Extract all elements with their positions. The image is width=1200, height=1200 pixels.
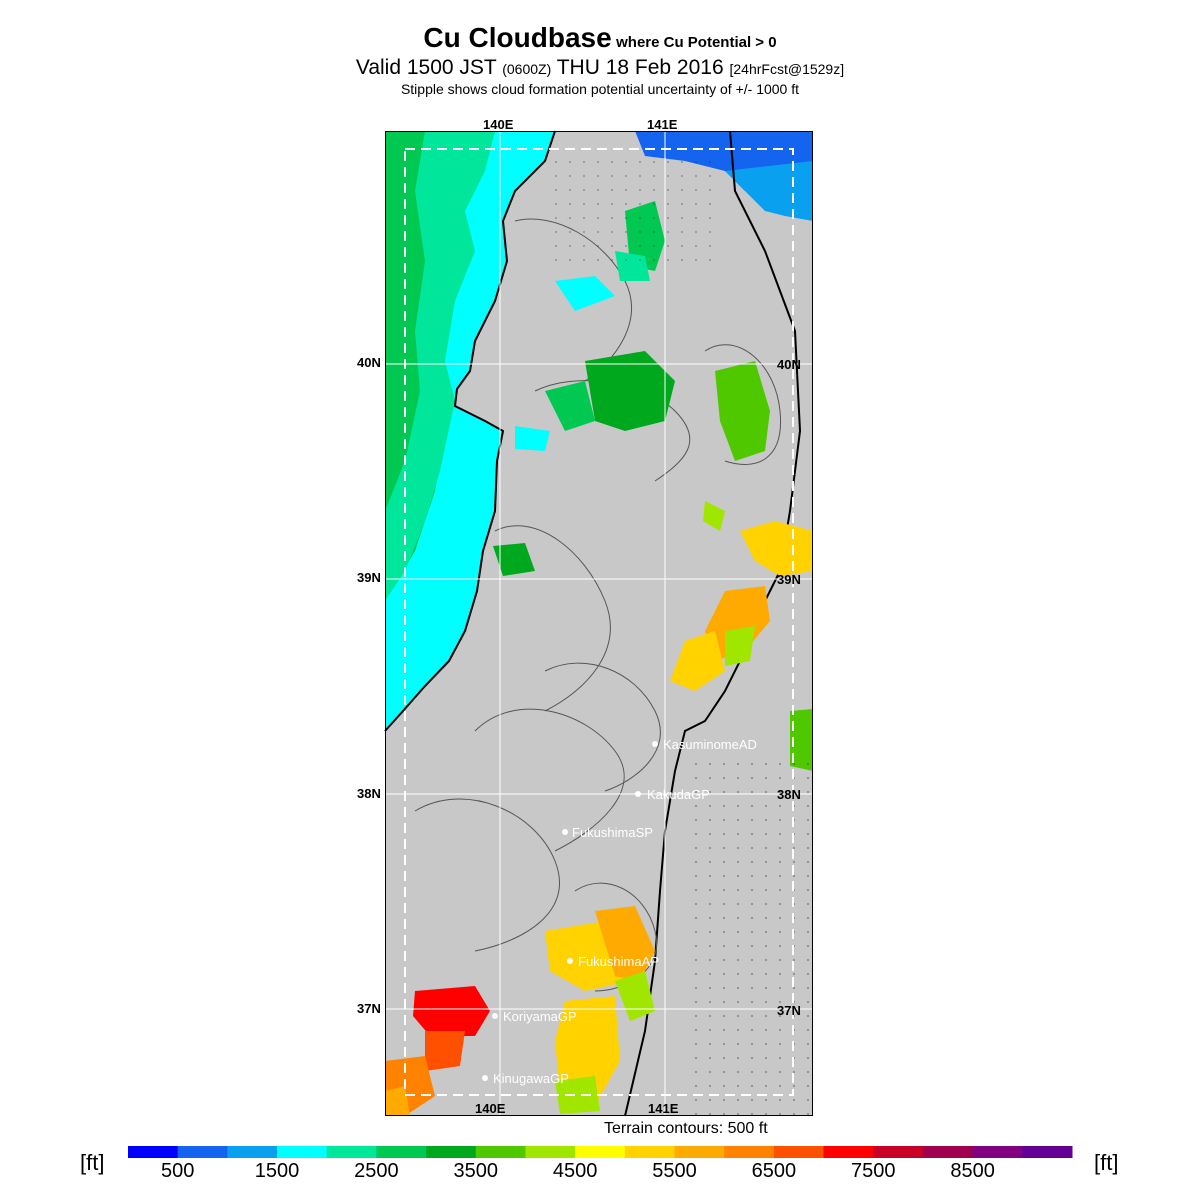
- colorbar-swatch: [178, 1146, 228, 1158]
- colorbar-swatch: [1022, 1146, 1072, 1158]
- station-dot: [492, 1013, 498, 1019]
- colorbar-swatch: [724, 1146, 774, 1158]
- colorbar-swatch: [774, 1146, 824, 1158]
- station-label: FukushimaSP: [572, 825, 653, 840]
- station-label: KasuminomeAD: [663, 737, 757, 752]
- colorbar-tick-label: 2500: [354, 1160, 399, 1182]
- colorbar-swatch: [923, 1146, 973, 1158]
- colorbar-swatch: [476, 1146, 526, 1158]
- colorbar-tick-label: 3500: [453, 1160, 499, 1182]
- lat-label-left-40n: 40N: [357, 355, 381, 370]
- lat-label-left-37n: 37N: [357, 1001, 381, 1016]
- station-dot: [562, 829, 568, 835]
- colorbar: [128, 1146, 1072, 1158]
- colorbar-tick-label: 7500: [851, 1160, 896, 1182]
- map-panel: [385, 117, 813, 1116]
- colorbar-tick-label: 500: [160, 1160, 195, 1182]
- colorbar-swatch: [824, 1146, 874, 1158]
- valid-line: [0, 56, 1200, 80]
- colorbar-swatch: [525, 1146, 575, 1158]
- colorbar-tick-label: 4500: [552, 1160, 598, 1182]
- stipple-north: [555, 151, 715, 271]
- colorbar-swatch: [675, 1146, 725, 1158]
- forecast-info: [24hrFcst@1529z]: [729, 61, 845, 77]
- colorbar-swatch: [376, 1146, 426, 1158]
- lat-label-right-39n: 39N: [777, 572, 801, 587]
- colorbar-unit-right: [ft]: [1094, 1150, 1119, 1175]
- colorbar-swatch: [426, 1146, 476, 1158]
- valid-prefix: Valid 1500 JST: [355, 56, 497, 79]
- lat-label-left-38n: 38N: [357, 786, 381, 801]
- colorbar-swatch: [873, 1146, 923, 1158]
- station-dot: [482, 1075, 488, 1081]
- chart-title: [0, 22, 1200, 54]
- station-label: FukushimaAP: [578, 954, 659, 969]
- colorbar-swatch: [128, 1146, 178, 1158]
- station-dot: [635, 791, 641, 797]
- subtitle: Stipple shows cloud formation potential uncertainty of +/- 1000 ft: [400, 81, 800, 97]
- lat-label-right-40n: 40N: [777, 357, 801, 372]
- terrain-note: Terrain contours: 500 ft: [604, 1120, 768, 1137]
- colorbar-swatch: [227, 1146, 277, 1158]
- colorbar-swatch: [575, 1146, 625, 1158]
- station-label: KakudaGP: [647, 787, 710, 802]
- lon-label-bottom-141e: 141E: [648, 1101, 679, 1116]
- colorbar-tick-label: 8500: [950, 1160, 995, 1182]
- valid-date: THU 18 Feb 2016: [556, 56, 724, 79]
- lat-label-right-38n: 38N: [777, 787, 801, 802]
- station-label: KoriyamaGP: [503, 1009, 577, 1024]
- lon-label-top-140e: 140E: [483, 117, 514, 132]
- colorbar-swatch: [327, 1146, 377, 1158]
- colorbar-swatch: [973, 1146, 1023, 1158]
- station-dot: [567, 958, 573, 964]
- lon-label-bottom-140e: 140E: [475, 1101, 506, 1116]
- valid-zulu: (0600Z): [502, 61, 552, 77]
- station-dot: [652, 741, 658, 747]
- colorbar-swatch: [277, 1146, 327, 1158]
- title-main: Cu Cloudbase: [423, 22, 612, 53]
- colorbar-tick-label: 5500: [652, 1160, 697, 1182]
- station-label: KinugawaGP: [493, 1071, 569, 1086]
- colorbar-unit-left: [ft]: [80, 1150, 105, 1175]
- lat-label-left-39n: 39N: [357, 570, 381, 585]
- lon-label-top-141e: 141E: [647, 117, 678, 132]
- colorbar-tick-label: 1500: [254, 1160, 300, 1182]
- colorbar-tick-label: 6500: [751, 1160, 797, 1182]
- lat-label-right-37n: 37N: [777, 1003, 801, 1018]
- title-qualifier: where Cu Potential > 0: [616, 34, 777, 51]
- colorbar-swatch: [625, 1146, 675, 1158]
